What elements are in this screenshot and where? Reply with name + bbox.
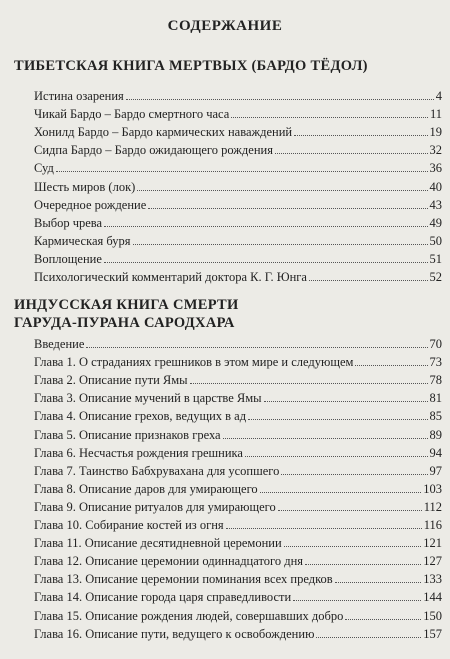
dot-leader	[275, 153, 428, 154]
toc-entry-title: Глава 15. Описание рождения людей, совершавших добро	[34, 608, 344, 623]
toc-entry-page: 89	[429, 427, 442, 442]
dot-leader	[278, 510, 422, 511]
toc-entry	[34, 587, 442, 605]
toc-entry	[34, 195, 442, 213]
toc-entry-title: Чикай Бардо – Бардо смертного часа	[34, 107, 230, 122]
toc-entry	[34, 569, 442, 587]
toc-entry-title: Глава 3. Описание мучений в царстве Ямы	[34, 391, 262, 406]
dot-leader	[345, 619, 421, 620]
toc-entry-title: Глава 13. Описание церемонии поминания всех предков	[34, 572, 333, 587]
dot-leader	[284, 546, 422, 547]
toc-entry-page: 78	[429, 373, 442, 388]
toc-entry-title: Глава 9. Описание ритуалов для умирающего	[34, 499, 276, 514]
dot-leader	[104, 262, 428, 263]
toc-entry-page: 70	[429, 337, 442, 352]
toc-entry	[34, 497, 442, 515]
toc-entry-title: Шесть миров (лок)	[34, 179, 136, 194]
toc-entry-page: 19	[429, 125, 442, 140]
dot-leader	[56, 171, 428, 172]
toc-entry-title: Сидпа Бардо – Бардо ожидающего рождения	[34, 143, 273, 158]
toc-entry-page: 133	[423, 572, 442, 587]
section-heading-line: ИНДУССКАЯ КНИГА СМЕРТИ	[14, 297, 239, 313]
dot-leader	[248, 419, 427, 420]
toc-entry	[34, 605, 442, 623]
toc-entry	[34, 388, 442, 406]
toc-entry	[34, 104, 442, 122]
toc-entry	[34, 533, 442, 551]
toc-entry-page: 103	[423, 481, 442, 496]
toc-entry	[34, 231, 442, 249]
toc-entry	[34, 267, 442, 285]
toc-entry	[34, 158, 442, 176]
toc-entry-page: 43	[429, 197, 442, 212]
toc-entry	[34, 140, 442, 158]
toc-entry-page: 73	[429, 355, 442, 370]
toc-entry-title: Глава 1. О страданиях грешников в этом мире и следующем	[34, 355, 354, 370]
toc-entry	[34, 443, 442, 461]
toc-entry	[34, 624, 442, 642]
toc-entry-page: 51	[429, 251, 442, 266]
dot-leader	[281, 474, 427, 475]
toc-entry-title: Суд	[34, 161, 54, 176]
toc-entry	[34, 249, 442, 267]
toc-entry-page: 97	[429, 463, 442, 478]
dot-leader	[293, 600, 421, 601]
page-title: СОДЕРЖАНИЕ	[167, 18, 283, 34]
toc-entry-title: Глава 7. Таинство Бабхрувахана для усопшего	[34, 463, 280, 478]
toc-entry	[34, 176, 442, 194]
toc-entry-title: Глава 2. Описание пути Ямы	[34, 373, 188, 388]
toc-entry	[34, 122, 442, 140]
toc-entry-page: 81	[429, 391, 442, 406]
dot-leader	[355, 365, 427, 366]
dot-leader	[226, 528, 422, 529]
dot-leader	[190, 383, 428, 384]
toc-entry-title: Глава 6. Несчастья рождения грешника	[34, 445, 243, 460]
section-heading-hindu	[14, 296, 444, 332]
toc-entry-title: Глава 11. Описание десятидневной церемонии	[34, 536, 282, 551]
dot-leader	[148, 208, 427, 209]
toc-entry-page: 121	[423, 536, 442, 551]
toc-entry-title: Воплощение	[34, 251, 102, 266]
toc-entry	[34, 479, 442, 497]
section-heading-line: ГАРУДА-ПУРАНА САРОДХАРА	[14, 315, 235, 331]
toc-entry	[34, 352, 442, 370]
toc-entry	[34, 424, 442, 442]
dot-leader	[294, 135, 427, 136]
toc-entry-title: Истина озарения	[34, 89, 124, 104]
toc-entry-title: Кармическая буря	[34, 233, 131, 248]
dot-leader	[86, 347, 427, 348]
section-heading-tibetan	[14, 57, 444, 75]
dot-leader	[137, 190, 427, 191]
dot-leader	[316, 637, 421, 638]
dot-leader	[223, 438, 428, 439]
toc-entry-page: 50	[429, 233, 442, 248]
toc-entry	[34, 461, 442, 479]
toc-entry	[34, 370, 442, 388]
toc-entry-title: Глава 4. Описание грехов, ведущих в ад	[34, 409, 247, 424]
toc-entry	[34, 86, 442, 104]
toc-entry-page: 157	[423, 626, 442, 641]
toc-entry-page: 11	[429, 107, 442, 122]
dot-leader	[231, 117, 428, 118]
toc-entry-page: 116	[423, 518, 442, 533]
toc-entry-page: 127	[423, 554, 442, 569]
toc-list-hindu	[34, 334, 442, 642]
toc-entry-page: 112	[423, 499, 442, 514]
toc-entry-page: 36	[429, 161, 442, 176]
toc-entry	[34, 213, 442, 231]
dot-leader	[309, 280, 428, 281]
toc-entry-page: 85	[429, 409, 442, 424]
toc-entry	[34, 551, 442, 569]
dot-leader	[264, 401, 428, 402]
dot-leader	[126, 99, 434, 100]
section-heading-line: ТИБЕТСКАЯ КНИГА МЕРТВЫХ (БАРДО ТЁДОЛ)	[14, 58, 368, 74]
toc-entry	[34, 334, 442, 352]
toc-entry-title: Глава 14. Описание города царя справедливости	[34, 590, 292, 605]
toc-entry	[34, 406, 442, 424]
dot-leader	[260, 492, 422, 493]
toc-entry-title: Глава 8. Описание даров для умирающего	[34, 481, 258, 496]
toc-entry-page: 52	[429, 270, 442, 285]
toc-entry-title: Глава 12. Описание церемонии одиннадцатого дня	[34, 554, 304, 569]
toc-entry-title: Введение	[34, 337, 85, 352]
toc-entry-title: Психологический комментарий доктора К. Г. Юнга	[34, 270, 307, 285]
toc-entry-title: Глава 10. Собирание костей из огня	[34, 518, 224, 533]
toc-entry-title: Глава 5. Описание признаков греха	[34, 427, 221, 442]
toc-entry-page: 32	[429, 143, 442, 158]
toc-entry-title: Хонилд Бардо – Бардо кармических наваждений	[34, 125, 293, 140]
toc-entry-page: 94	[429, 445, 442, 460]
toc-list-tibetan	[34, 86, 442, 285]
toc-entry-page: 40	[429, 179, 442, 194]
dot-leader	[133, 244, 428, 245]
dot-leader	[104, 226, 427, 227]
dot-leader	[335, 582, 422, 583]
toc-entry-title: Выбор чрева	[34, 215, 103, 230]
dot-leader	[305, 564, 421, 565]
toc-entry	[34, 515, 442, 533]
dot-leader	[245, 456, 428, 457]
toc-entry-page: 4	[435, 89, 442, 104]
toc-entry-title: Очередное рождение	[34, 197, 147, 212]
toc-entry-page: 150	[423, 608, 442, 623]
toc-entry-page: 49	[429, 215, 442, 230]
toc-entry-page: 144	[423, 590, 442, 605]
toc-entry-title: Глава 16. Описание пути, ведущего к освобождению	[34, 626, 315, 641]
